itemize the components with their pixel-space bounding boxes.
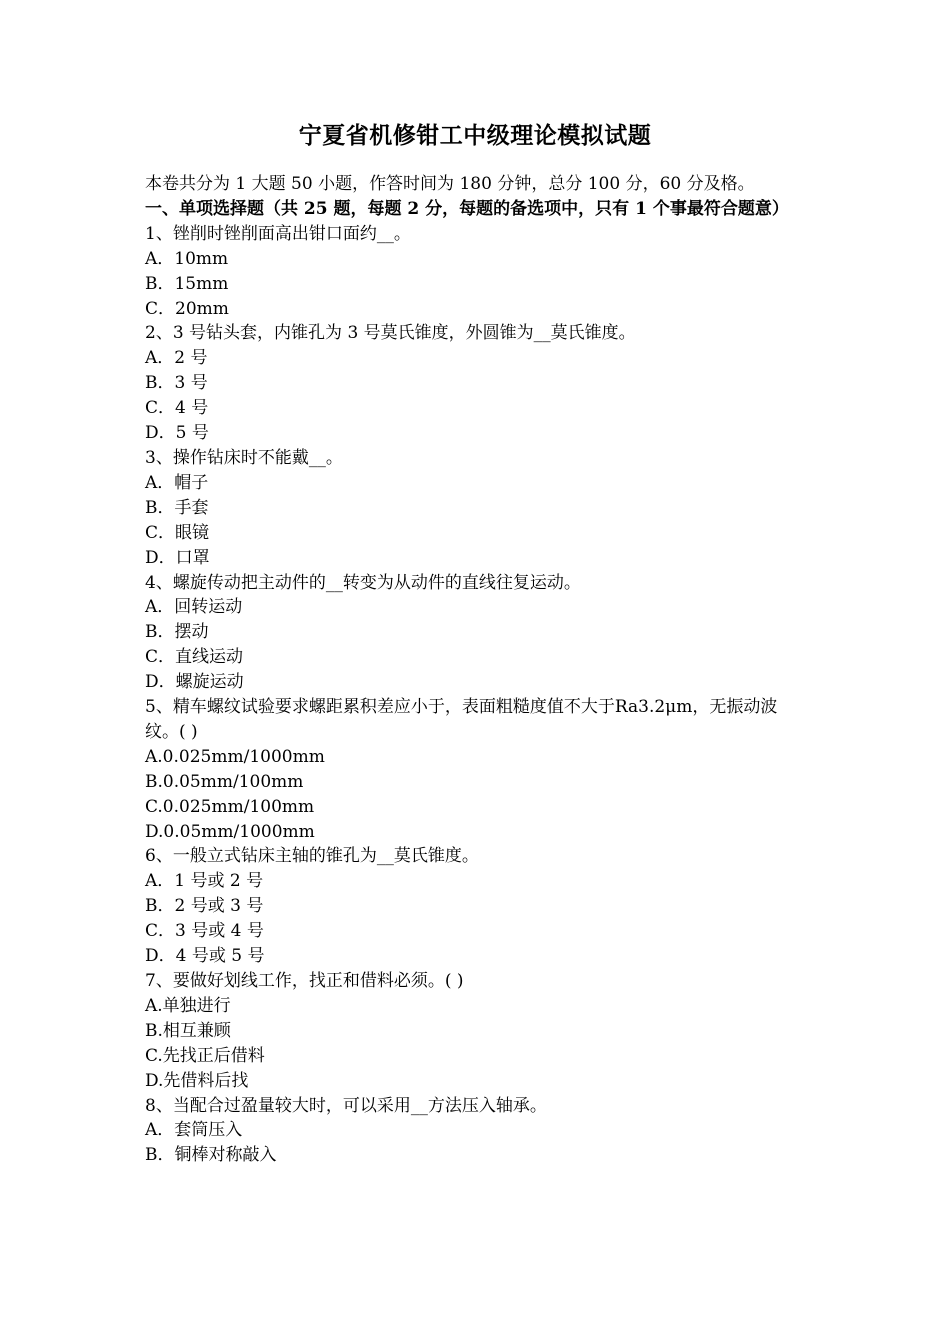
question-stem: 7、要做好划线工作，找正和借料必须。( ) — [145, 971, 464, 991]
question-option: C．3 号或 4 号 — [145, 921, 264, 942]
question-option: D．4 号或 5 号 — [145, 946, 265, 967]
question-option: D．5 号 — [145, 423, 209, 444]
question-stem: 2、3 号钻头套，内锥孔为 3 号莫氏锥度，外圆锥为__莫氏锥度。 — [145, 323, 636, 344]
question-item — [145, 571, 810, 696]
question-item — [145, 844, 810, 969]
question-option: A．帽子 — [145, 472, 209, 493]
question-stem: 8、当配合过盈量较大时，可以采用__方法压入轴承。 — [145, 1095, 547, 1116]
document-body — [145, 172, 810, 1168]
question-option: A．10mm — [145, 248, 229, 269]
question-stem: 6、一般立式钻床主轴的锥孔为__莫氏锥度。 — [145, 846, 479, 867]
question-item — [145, 1094, 810, 1169]
section-heading: 一、单项选择题（共 25 题，每题 2 分，每题的备选项中，只有 1 个事最符合题意） — [145, 198, 789, 219]
question-item — [145, 695, 810, 844]
question-option: A．套筒压入 — [145, 1120, 243, 1141]
question-option: B．铜棒对称敲入 — [145, 1145, 277, 1166]
question-item — [145, 969, 810, 1094]
question-option: A．回转运动 — [145, 597, 243, 618]
question-option: B．15mm — [145, 273, 229, 294]
question-option: A.单独进行 — [145, 995, 231, 1016]
question-item — [145, 321, 810, 446]
question-item — [145, 222, 810, 322]
question-option: B．3 号 — [145, 373, 208, 394]
question-option: A.0.025mm/1000mm — [145, 746, 325, 767]
question-option: B．摆动 — [145, 622, 209, 643]
question-option: B．2 号或 3 号 — [145, 896, 264, 917]
question-option: C.0.025mm/100mm — [145, 796, 315, 817]
document-title: 宁夏省机修钳工中级理论模拟试题 — [298, 122, 652, 149]
question-option: B.相互兼顾 — [145, 1020, 231, 1041]
question-stem: 3、操作钻床时不能戴__。 — [145, 447, 343, 468]
question-option: D．螺旋运动 — [145, 672, 244, 693]
question-option: C.先找正后借料 — [145, 1045, 265, 1066]
question-option: D.0.05mm/1000mm — [145, 821, 315, 842]
question-option: A．1 号或 2 号 — [145, 871, 264, 892]
question-option: C．眼镜 — [145, 522, 210, 543]
question-stem: 1、锉削时锉削面高出钳口面约__。 — [145, 223, 411, 244]
question-option: C．直线运动 — [145, 647, 244, 668]
question-option: C．20mm — [145, 298, 229, 319]
exam-intro: 本卷共分为 1 大题 50 小题，作答时间为 180 分钟，总分 100 分，60 分及格。 — [145, 174, 755, 194]
question-option: B.0.05mm/100mm — [145, 771, 304, 792]
question-option: D.先借料后找 — [145, 1070, 249, 1091]
question-option: C．4 号 — [145, 398, 209, 419]
question-option: B．手套 — [145, 497, 209, 518]
question-stem: 5、精车螺纹试验要求螺距累积差应小于，表面粗糙度值不大于Ra3.2μm，无振动波纹。( ) — [145, 697, 778, 742]
question-item — [145, 446, 810, 571]
question-stem: 4、螺旋传动把主动件的__转变为从动件的直线往复运动。 — [145, 572, 581, 593]
question-option: A．2 号 — [145, 348, 208, 369]
question-option: D．口罩 — [145, 547, 210, 568]
